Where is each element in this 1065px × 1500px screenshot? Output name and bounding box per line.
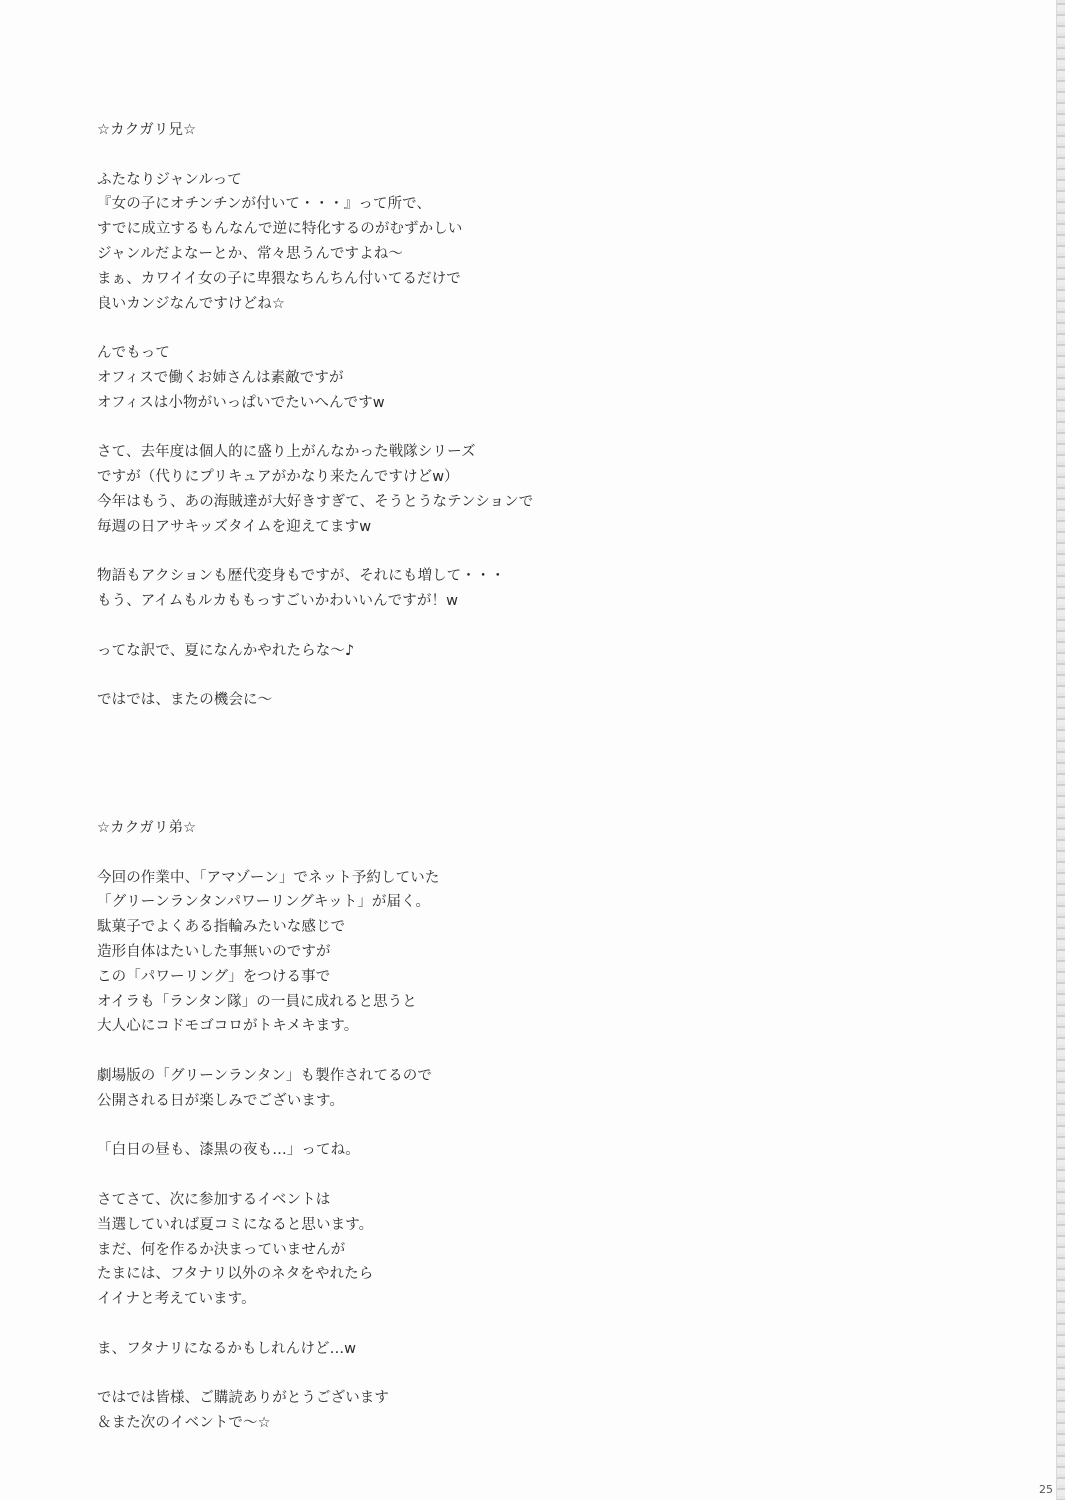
text-line: んでもって: [97, 345, 170, 362]
text-line: 当選していれば夏コミになると思います。: [97, 1216, 374, 1233]
heading-text: ☆カクガリ弟☆: [97, 820, 197, 836]
paragraph: [97, 1337, 957, 1362]
text-line: イイナと考えています。: [97, 1291, 256, 1308]
page-edge-decoration: [1056, 0, 1065, 1500]
text-line: 「白日の昼も、漆黒の夜も…」ってね。: [97, 1142, 360, 1159]
text-line: 大人心にコドモゴコロがトキメキます。: [97, 1018, 359, 1035]
paragraph: [97, 564, 957, 614]
text-line: 物語もアクションも歴代変身もですが、それにも増して・・・: [97, 568, 506, 585]
paragraph: [97, 866, 957, 1040]
text-line: 今回の作業中、「アマゾーン」でネット予約していた: [97, 869, 440, 886]
paragraph: [97, 168, 957, 317]
page-number: 25: [1039, 1483, 1053, 1496]
text-line: まだ、何を作るか決まっていませんが: [97, 1241, 346, 1258]
section-heading: [97, 816, 957, 841]
text-line: さて、去年度は個人的に盛り上がんなかった戦隊シリーズ: [97, 444, 476, 461]
text-line: 毎週の日アサキッズタイムを迎えてますw: [97, 518, 372, 535]
text-line: すでに成立するもんなんで逆に特化するのがむずかしい: [97, 221, 463, 238]
text-line: オイラも「ランタン隊」の一員に成れると思うと: [97, 993, 417, 1010]
paragraph: [97, 688, 957, 713]
text-line: ではでは、またの機会に～: [97, 692, 273, 709]
text-line: 「グリーンランタンパワーリングキット」が届く。: [97, 894, 431, 911]
paragraph: [97, 440, 957, 539]
paragraph: [97, 1188, 957, 1312]
text-line: たまには、フタナリ以外のネタをやれたら: [97, 1266, 374, 1283]
text-line: オフィスで働くお姉さんは素敵ですが: [97, 369, 344, 386]
text-line: ではでは皆様、ご購読ありがとうございます: [97, 1390, 389, 1407]
text-line: もう、アイムもルカももっすごいかわいいんですが！w: [97, 593, 459, 610]
text-line: オフィスは小物がいっぱいでたいへんですw: [97, 394, 385, 411]
text-line: ま、フタナリになるかもしれんけど…w: [97, 1340, 357, 1357]
text-line: ＆また次のイベントで～☆: [97, 1415, 271, 1432]
heading-text: ☆カクガリ兄☆: [97, 122, 197, 138]
text-line: 駄菓子でよくある指輪みたいな感じで: [97, 919, 346, 936]
text-line: ですが（代りにプリキュアがかなり来たんですけどw）: [97, 469, 459, 486]
text-line: まぁ、カワイイ女の子に卑猥なちんちん付いてるだけで: [97, 270, 461, 287]
text-line: ってな訳で、夏になんかやれたらな～♪: [97, 642, 355, 659]
author-note-elder-brother: [97, 118, 957, 738]
text-line: 劇場版の「グリーンランタン」も製作されてるので: [97, 1067, 432, 1084]
paragraph: [97, 1138, 957, 1163]
text-line: この「パワーリング」をつける事で: [97, 968, 331, 985]
text-line: 造形自体はたいした事無いのですが: [97, 943, 331, 960]
text-line: 『女の子にオチンチンが付いて・・・』って所で、: [97, 196, 432, 213]
author-note-younger-brother: [97, 816, 957, 1461]
paragraph: [97, 341, 957, 415]
paragraph: [97, 1386, 957, 1436]
text-line: 良いカンジなんですけどね☆: [97, 295, 285, 312]
section-heading: [97, 118, 957, 143]
text-line: ふたなりジャンルって: [97, 171, 242, 188]
text-line: 今年はもう、あの海賊達が大好きすぎて、そうとうなテンションで: [97, 493, 534, 510]
text-line: 公開される日が楽しみでございます。: [97, 1092, 345, 1109]
text-line: ジャンルだよなーとか、常々思うんですよね～: [97, 245, 403, 262]
paragraph: [97, 1064, 957, 1114]
paragraph: [97, 639, 957, 664]
text-line: さてさて、次に参加するイベントは: [97, 1191, 331, 1208]
